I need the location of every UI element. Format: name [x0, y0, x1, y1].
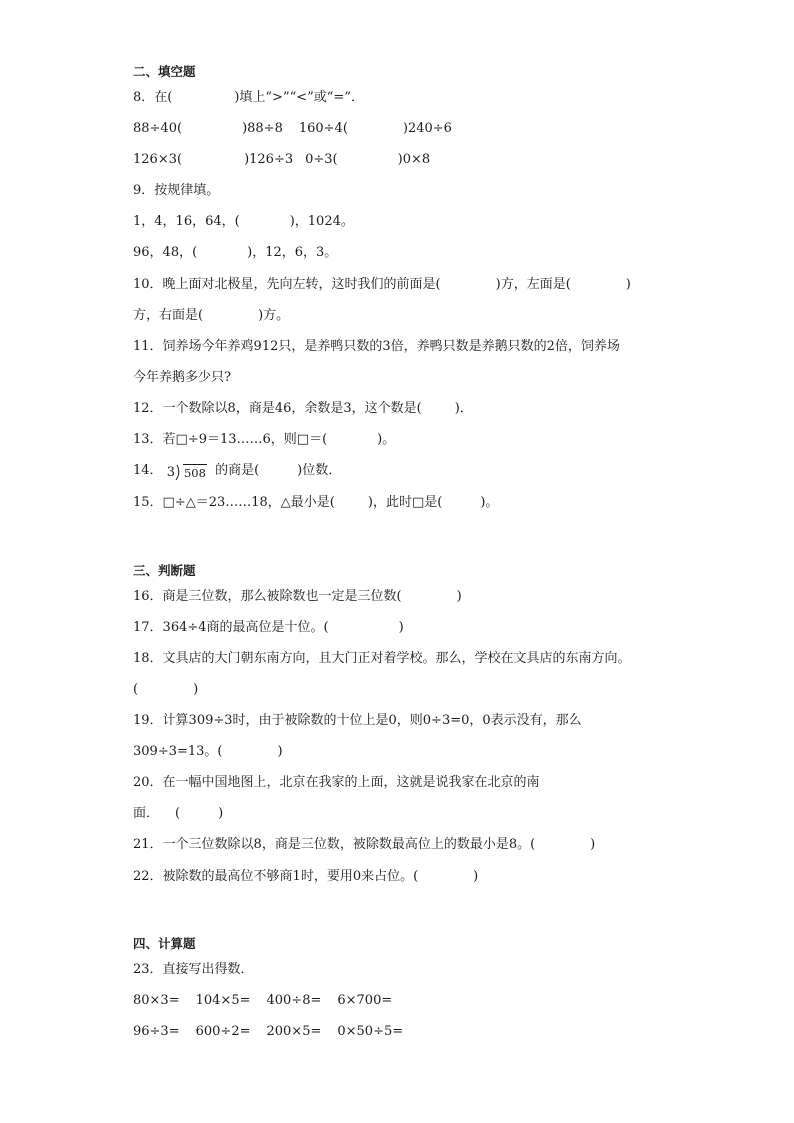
q19-part-b: ): [277, 744, 283, 759]
question-10-line-1: [133, 277, 631, 293]
q9-s1-right: )，1024。: [289, 214, 354, 229]
q12-part-b: )．: [454, 401, 473, 416]
question-20-line-1: 20．在一幅中国地图上，北京在我家的上面，这就是说我家在北京的南: [133, 775, 540, 790]
q10-part-e: )方。: [258, 308, 290, 323]
q19-part-a: 309÷3=13。(: [133, 744, 223, 759]
calc-item: 600÷2=: [195, 1024, 251, 1039]
question-9-title: 9．按规律填。: [133, 183, 220, 198]
calc-item: 6×700=: [337, 993, 393, 1008]
q20-part-b: (: [175, 806, 181, 821]
q18-part-a: (: [133, 682, 139, 697]
question-13: [133, 432, 395, 448]
q10-part-c: ): [625, 277, 631, 292]
q22-part-a: 22．被除数的最高位不够商1时，要用0来占位。(: [133, 869, 419, 884]
question-19-line-2: [133, 744, 283, 760]
q21-part-a: 21．一个三位数除以8，商是三位数，被除数最高位上的数最小是8。(: [133, 837, 536, 852]
q10-part-a: 10．晚上面对北极星，先向左转，这时我们的前面是(: [133, 277, 441, 292]
q13-part-b: )。: [377, 432, 396, 447]
q10-part-b: )方，左面是(: [495, 277, 571, 292]
q9-s2-left: 96，48，(: [133, 245, 198, 260]
long-division-symbol: [167, 464, 207, 481]
question-9-seq-2: [133, 245, 337, 261]
q15-part-a: 15．□÷△＝23……18，△最小是(: [133, 495, 335, 510]
question-20-line-2: [133, 806, 223, 822]
q21-part-b: ): [590, 837, 596, 852]
q8-r1b-left: 160÷4(: [298, 121, 348, 136]
question-11-line-2: 今年养鹅多少只?: [133, 370, 231, 385]
calc-item: 200×5=: [266, 1024, 322, 1039]
q8-r2b-left: 0÷3(: [305, 152, 338, 167]
division-bracket-icon: [175, 464, 183, 481]
section-heading-judge: 三、判断题: [133, 563, 196, 578]
q9-s2-right: )，12，6，3。: [247, 245, 338, 260]
question-8-row-2: [133, 152, 430, 168]
q8-r1b-right: )240÷6: [402, 121, 452, 136]
q17-part-b: ): [398, 620, 404, 635]
q8-r1a-right: )88÷8: [242, 121, 283, 136]
q16-part-b: ): [456, 589, 462, 604]
question-8-prompt: [133, 90, 364, 106]
q15-part-b: )，此时□是(: [367, 495, 443, 510]
calc-item: 400÷8=: [266, 993, 322, 1008]
q8-r2a-left: 126×3(: [133, 152, 183, 167]
q18-part-b: ): [193, 682, 199, 697]
question-22: [133, 869, 478, 885]
section-heading-calc: 四、计算题: [133, 936, 196, 951]
question-8-row-1: [133, 121, 452, 137]
calc-item: 96÷3=: [133, 1024, 180, 1039]
q8-r2a-right: )126÷3: [244, 152, 294, 167]
q20-part-a: 面．: [133, 806, 160, 821]
q15-part-c: )。: [480, 495, 499, 510]
question-21: [133, 837, 595, 853]
q8-suffix: )填上“>”“<”或“=”．: [234, 90, 364, 105]
question-10-line-2: [133, 308, 289, 324]
q8-r2b-right: )0×8: [397, 152, 431, 167]
question-17: [133, 620, 404, 636]
q14-part-a: 的商是(: [215, 463, 260, 478]
q22-part-b: ): [473, 869, 479, 884]
calc-item: 0×50÷5=: [337, 1024, 404, 1039]
q14-part-b: )位数．: [297, 463, 342, 478]
q10-part-d: 方，右面是(: [133, 308, 204, 323]
question-19-line-1: 19．计算309÷3时，由于被除数的十位上是0，则0÷3=0，0表示没有，那么: [133, 713, 582, 728]
q20-part-c: ): [218, 806, 224, 821]
section-heading-fill: 二、填空题: [133, 64, 196, 79]
q8-prefix: 8．在(: [133, 90, 173, 105]
question-16: [133, 589, 462, 605]
question-12: [133, 401, 473, 417]
q14-number: 14．: [133, 463, 163, 478]
calc-item: 80×3=: [133, 993, 180, 1008]
q13-part-a: 13．若□÷9＝13……6，则□＝(: [133, 432, 328, 447]
question-18-line-2: [133, 682, 198, 698]
calc-item: 104×5=: [195, 993, 251, 1008]
question-18-line-1: 18．文具店的大门朝东南方向，且大门正对着学校。那么，学校在文具店的东南方向。: [133, 651, 631, 666]
question-14: [133, 463, 341, 481]
question-23-row-2: [133, 1024, 403, 1040]
q12-part-a: 12．一个数除以8，商是46，余数是3，这个数是(: [133, 401, 422, 416]
question-9-seq-1: [133, 214, 354, 230]
q16-part-a: 16．商是三位数，那么被除数也一定是三位数(: [133, 589, 402, 604]
q8-r1a-left: 88÷40(: [133, 121, 183, 136]
q14-divisor: 3: [166, 465, 175, 480]
q14-dividend: 508: [183, 466, 206, 480]
q9-s1-left: 1，4，16，64，(: [133, 214, 240, 229]
question-15: [133, 495, 498, 511]
question-23-title: 23．直接写出得数．: [133, 962, 254, 977]
question-11-line-1: 11．饲养场今年养鸡912只，是养鸭只数的3倍，养鸭只数是养鹅只数的2倍，饲养场: [133, 339, 620, 354]
question-23-row-1: [133, 993, 392, 1009]
q17-part-a: 17．364÷4商的最高位是十位。(: [133, 620, 329, 635]
